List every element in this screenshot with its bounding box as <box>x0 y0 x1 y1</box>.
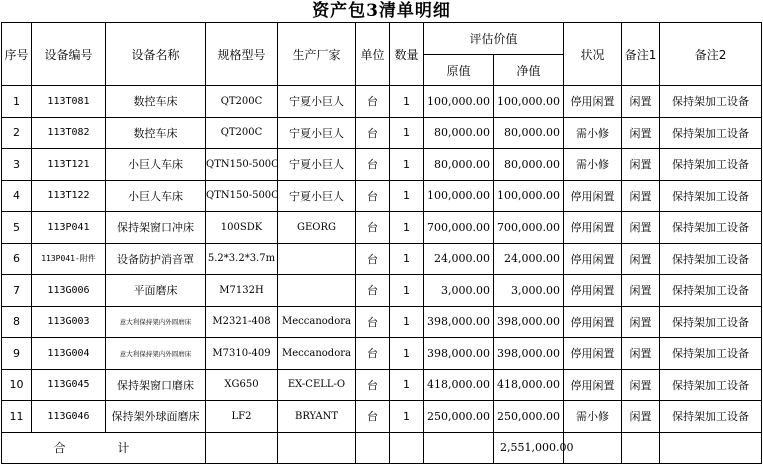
cell-net: 24,000.00 <box>494 243 564 275</box>
cell-original: 700,000.00 <box>424 212 494 244</box>
cell-name: 数控车床 <box>106 117 206 149</box>
cell-note1: 闲置 <box>622 180 660 212</box>
cell-unit: 台 <box>356 243 390 275</box>
cell-original: 250,000.00 <box>424 401 494 433</box>
cell-name: 小巨人车床 <box>106 180 206 212</box>
cell-code: 113G003 <box>32 306 106 338</box>
cell-note1: 闲置 <box>622 117 660 149</box>
cell-status: 停用闲置 <box>564 369 622 401</box>
cell-name: 小巨人车床 <box>106 149 206 181</box>
cell-note2: 保持架加工设备 <box>660 306 762 338</box>
header-qty: 数量 <box>390 23 424 86</box>
cell-status: 停用闲置 <box>564 180 622 212</box>
cell-status: 停用闲置 <box>564 338 622 370</box>
cell-seq: 6 <box>2 243 32 275</box>
cell-unit: 台 <box>356 180 390 212</box>
cell-unit: 台 <box>356 338 390 370</box>
cell-seq: 4 <box>2 180 32 212</box>
cell-qty: 1 <box>390 149 424 181</box>
cell-note1: 闲置 <box>622 86 660 118</box>
cell-seq: 11 <box>2 401 32 433</box>
cell-note1: 闲置 <box>622 212 660 244</box>
header-model: 规格型号 <box>206 23 278 86</box>
cell-seq: 8 <box>2 306 32 338</box>
cell-qty: 1 <box>390 369 424 401</box>
cell-net: 100,000.00 <box>494 86 564 118</box>
table-row <box>2 338 762 370</box>
cell-status: 停用闲置 <box>564 306 622 338</box>
cell-unit: 台 <box>356 306 390 338</box>
cell-maker: BRYANT <box>278 401 356 433</box>
cell-net: 3,000.00 <box>494 275 564 307</box>
cell-net: 700,000.00 <box>494 212 564 244</box>
total-cell-empty <box>622 432 660 463</box>
cell-code: 113T122 <box>32 180 106 212</box>
table-row <box>2 86 762 118</box>
cell-maker: EX-CELL-O <box>278 369 356 401</box>
table-row <box>2 149 762 181</box>
cell-unit: 台 <box>356 149 390 181</box>
cell-seq: 2 <box>2 117 32 149</box>
cell-code: 113P041-附件 <box>32 243 106 275</box>
cell-maker <box>278 275 356 307</box>
cell-status: 停用闲置 <box>564 275 622 307</box>
cell-note1: 闲置 <box>622 369 660 401</box>
cell-note1: 闲置 <box>622 275 660 307</box>
cell-note2: 保持架加工设备 <box>660 180 762 212</box>
table-row <box>2 369 762 401</box>
cell-original: 398,000.00 <box>424 338 494 370</box>
cell-qty: 1 <box>390 117 424 149</box>
total-cell-empty <box>278 432 356 463</box>
cell-original: 100,000.00 <box>424 86 494 118</box>
table-row <box>2 306 762 338</box>
table-row <box>2 212 762 244</box>
header-seq: 序号 <box>2 23 32 86</box>
cell-original: 398,000.00 <box>424 306 494 338</box>
cell-note1: 闲置 <box>622 243 660 275</box>
cell-qty: 1 <box>390 338 424 370</box>
cell-note2: 保持架加工设备 <box>660 338 762 370</box>
cell-model: M7132H <box>206 275 278 307</box>
cell-qty: 1 <box>390 86 424 118</box>
table-row <box>2 401 762 433</box>
cell-net: 80,000.00 <box>494 117 564 149</box>
cell-seq: 10 <box>2 369 32 401</box>
cell-note2: 保持架加工设备 <box>660 275 762 307</box>
header-status: 状况 <box>564 23 622 86</box>
cell-unit: 台 <box>356 369 390 401</box>
total-cell-empty <box>356 432 390 463</box>
cell-original: 418,000.00 <box>424 369 494 401</box>
cell-model: 100SDK <box>206 212 278 244</box>
cell-model: M7310-409 <box>206 338 278 370</box>
header-original: 原值 <box>424 55 494 86</box>
cell-net: 418,000.00 <box>494 369 564 401</box>
cell-code: 113G004 <box>32 338 106 370</box>
cell-name: 意大利保持架内外圆磨床 <box>106 306 206 338</box>
header-valuation: 评估价值 <box>424 23 564 55</box>
cell-qty: 1 <box>390 306 424 338</box>
total-label: 合 计 <box>2 432 206 463</box>
cell-note2: 保持架加工设备 <box>660 149 762 181</box>
cell-seq: 9 <box>2 338 32 370</box>
cell-maker: Meccanodora <box>278 338 356 370</box>
cell-note2: 保持架加工设备 <box>660 243 762 275</box>
cell-net: 80,000.00 <box>494 149 564 181</box>
cell-original: 80,000.00 <box>424 117 494 149</box>
header-maker: 生产厂家 <box>278 23 356 86</box>
total-cell-empty <box>206 432 278 463</box>
cell-name: 数控车床 <box>106 86 206 118</box>
cell-model: M2321-408 <box>206 306 278 338</box>
cell-unit: 台 <box>356 401 390 433</box>
cell-note2: 保持架加工设备 <box>660 86 762 118</box>
cell-model: 5.2*3.2*3.7m <box>206 243 278 275</box>
cell-maker: 宁夏小巨人 <box>278 86 356 118</box>
cell-note2: 保持架加工设备 <box>660 212 762 244</box>
header-code: 设备编号 <box>32 23 106 86</box>
cell-status: 停用闲置 <box>564 86 622 118</box>
header-note2: 备注2 <box>660 23 762 86</box>
header-unit: 单位 <box>356 23 390 86</box>
cell-qty: 1 <box>390 180 424 212</box>
cell-maker: GEORG <box>278 212 356 244</box>
cell-name: 平面磨床 <box>106 275 206 307</box>
cell-status: 停用闲置 <box>564 243 622 275</box>
asset-table <box>1 22 762 464</box>
cell-status: 停用闲置 <box>564 212 622 244</box>
cell-original: 3,000.00 <box>424 275 494 307</box>
cell-qty: 1 <box>390 243 424 275</box>
total-row <box>2 432 762 463</box>
cell-model: QT200C <box>206 117 278 149</box>
header-note1: 备注1 <box>622 23 660 86</box>
cell-net: 100,000.00 <box>494 180 564 212</box>
cell-name: 保持架窗口冲床 <box>106 212 206 244</box>
cell-seq: 5 <box>2 212 32 244</box>
cell-note2: 保持架加工设备 <box>660 117 762 149</box>
cell-model: QTN150-500C <box>206 180 278 212</box>
cell-name: 保持架窗口磨床 <box>106 369 206 401</box>
cell-code: 113G006 <box>32 275 106 307</box>
total-cell-empty <box>424 432 494 463</box>
cell-code: 113P041 <box>32 212 106 244</box>
cell-unit: 台 <box>356 86 390 118</box>
cell-note1: 闲置 <box>622 306 660 338</box>
cell-status: 需小修 <box>564 149 622 181</box>
cell-code: 113T081 <box>32 86 106 118</box>
page-title: 资产包3清单明细 <box>312 1 451 21</box>
cell-qty: 1 <box>390 212 424 244</box>
cell-maker <box>278 243 356 275</box>
cell-maker: 宁夏小巨人 <box>278 180 356 212</box>
cell-note2: 保持架加工设备 <box>660 401 762 433</box>
cell-unit: 台 <box>356 117 390 149</box>
cell-note1: 闲置 <box>622 401 660 433</box>
cell-seq: 3 <box>2 149 32 181</box>
cell-seq: 1 <box>2 86 32 118</box>
table-row <box>2 243 762 275</box>
table-row <box>2 275 762 307</box>
cell-model: QT200C <box>206 86 278 118</box>
cell-code: 113G046 <box>32 401 106 433</box>
cell-unit: 台 <box>356 212 390 244</box>
cell-name: 设备防护消音罩 <box>106 243 206 275</box>
total-cell-empty <box>390 432 424 463</box>
cell-code: 113T121 <box>32 149 106 181</box>
cell-net: 398,000.00 <box>494 306 564 338</box>
cell-maker: Meccanodora <box>278 306 356 338</box>
cell-maker: 宁夏小巨人 <box>278 117 356 149</box>
cell-code: 113G045 <box>32 369 106 401</box>
cell-model: LF2 <box>206 401 278 433</box>
cell-original: 24,000.00 <box>424 243 494 275</box>
cell-status: 需小修 <box>564 117 622 149</box>
cell-model: XG650 <box>206 369 278 401</box>
cell-net: 250,000.00 <box>494 401 564 433</box>
cell-note1: 闲置 <box>622 338 660 370</box>
cell-note2: 保持架加工设备 <box>660 369 762 401</box>
table-row <box>2 180 762 212</box>
cell-code: 113T082 <box>32 117 106 149</box>
total-net: 2,551,000.00 <box>494 432 564 463</box>
cell-qty: 1 <box>390 401 424 433</box>
cell-unit: 台 <box>356 275 390 307</box>
table-row <box>2 117 762 149</box>
header-net: 净值 <box>494 55 564 86</box>
cell-status: 需小修 <box>564 401 622 433</box>
cell-seq: 7 <box>2 275 32 307</box>
cell-qty: 1 <box>390 275 424 307</box>
cell-maker: 宁夏小巨人 <box>278 149 356 181</box>
header-name: 设备名称 <box>106 23 206 86</box>
cell-name: 保持架外球面磨床 <box>106 401 206 433</box>
cell-original: 80,000.00 <box>424 149 494 181</box>
cell-name: 意大利保持架内外圆磨床 <box>106 338 206 370</box>
total-cell-empty <box>660 432 762 463</box>
cell-original: 100,000.00 <box>424 180 494 212</box>
table-body <box>2 86 762 433</box>
cell-model: QTN150-500C <box>206 149 278 181</box>
cell-note1: 闲置 <box>622 149 660 181</box>
cell-net: 398,000.00 <box>494 338 564 370</box>
